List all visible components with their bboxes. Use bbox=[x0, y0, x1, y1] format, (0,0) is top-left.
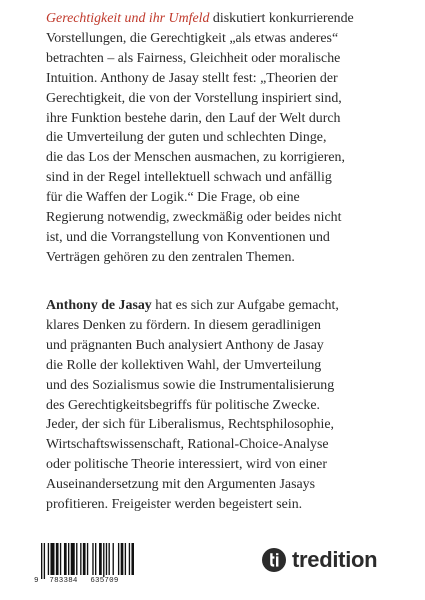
blurb-line: Wirtschaftswissenschaft, Rational-Choice-Analyse bbox=[46, 437, 329, 453]
barcode-bars bbox=[34, 543, 134, 579]
blurb-line: profitieren. Freigeister werden begeistert sein. bbox=[46, 497, 303, 513]
barcode-bar bbox=[80, 543, 81, 575]
blurb-line: Verträgen gehören zu den zentralen Themen. bbox=[46, 249, 295, 265]
barcode-digits-right: 635709 bbox=[90, 577, 119, 585]
barcode-bar bbox=[92, 543, 93, 575]
barcode-bar bbox=[44, 543, 45, 579]
barcode-bar bbox=[60, 543, 61, 575]
barcode-bar bbox=[131, 543, 134, 575]
barcode-bar bbox=[64, 543, 67, 575]
blurb-line bbox=[46, 296, 389, 316]
barcode-digit-lead: 9 bbox=[34, 577, 39, 585]
blurb-text: diskutiert konkurrierende bbox=[209, 11, 354, 26]
book-title: Gerechtigkeit und ihr Umfeld bbox=[46, 11, 210, 26]
tredition-logo-icon bbox=[262, 548, 286, 572]
blurb-line: die Umverteilung der guten und schlechten Dinge, bbox=[46, 130, 327, 146]
barcode-bar bbox=[87, 543, 88, 575]
blurb-line: für die Waffen der Logik.“ Die Frage, ob eine bbox=[46, 190, 300, 206]
blurb-line bbox=[46, 9, 389, 29]
blurb-line: die Rolle der kollektiven Wahl, der Umverteilung bbox=[46, 357, 322, 373]
barcode-bar bbox=[121, 543, 124, 575]
blurb-line: und des Sozialismus sowie die Instrumentalisierung bbox=[46, 377, 335, 393]
blurb-line: sind in der Regel intellektuell schwach und anfällig bbox=[46, 170, 332, 186]
blurb-line: Jeder, der sich für Liberalismus, Rechtsphilosophie, bbox=[46, 417, 334, 433]
barcode-bar bbox=[129, 543, 130, 575]
blurb-line: Intuition. Anthony de Jasay stellt fest: „Theorien der bbox=[46, 70, 338, 86]
blurb-line: klares Denken zu fördern. In diesem geradlinigen bbox=[46, 317, 322, 333]
barcode-bar bbox=[71, 543, 75, 575]
publisher-name: tredition bbox=[292, 547, 378, 572]
barcode-bar bbox=[106, 543, 107, 575]
barcode-bar bbox=[99, 543, 102, 575]
barcode-bar bbox=[48, 543, 49, 575]
blurb-line: betrachten – als Fairness, Gleichheit oder moralische bbox=[46, 50, 341, 66]
barcode-bar bbox=[56, 543, 59, 575]
barcode-bar bbox=[50, 543, 54, 575]
publisher-logo bbox=[262, 545, 377, 575]
blurb-line: ist, und die Vorrangstellung von Konventionen und bbox=[46, 229, 330, 245]
barcode-bar bbox=[113, 543, 114, 575]
blurb-line: Vorstellungen, die Gerechtigkeit „als etwas anderes“ bbox=[46, 30, 339, 46]
blurb-paragraph-1 bbox=[46, 9, 389, 268]
blurb-line: Gerechtigkeit, die von der Vorstellung inspiriert sind, bbox=[46, 90, 342, 106]
barcode-bar bbox=[76, 543, 77, 575]
barcode-bar bbox=[125, 543, 126, 575]
barcode-bar bbox=[68, 543, 69, 575]
barcode-bar bbox=[103, 543, 104, 579]
blurb-line: des Gerechtigkeitsbegriffs für politische Zwecke. bbox=[46, 397, 320, 413]
isbn-barcode bbox=[34, 543, 134, 587]
blurb-paragraph-2 bbox=[46, 296, 389, 515]
barcode-digits bbox=[34, 577, 134, 585]
blurb-line: und prägnanten Buch analysiert Anthony de Jasay bbox=[46, 337, 324, 353]
blurb-line: Auseinandersetzung mit den Argumenten Jasays bbox=[46, 477, 316, 493]
blurb-line: ihre Funktion bestehe darin, den Lauf der Welt durch bbox=[46, 110, 341, 126]
barcode-bar bbox=[41, 543, 42, 579]
author-name: Anthony de Jasay bbox=[46, 298, 152, 313]
barcode-bar bbox=[95, 543, 96, 575]
barcode-bar bbox=[118, 543, 119, 575]
blurb-line: die das Los der Menschen ausmachen, zu korrigieren, bbox=[46, 150, 345, 166]
blurb-line: Regierung notwendig, zweckmäßig oder beides nicht bbox=[46, 210, 342, 226]
blurb-line: oder politische Theorie interessiert, wird von einer bbox=[46, 457, 327, 473]
barcode-bar bbox=[109, 543, 110, 575]
blurb-text: hat es sich zur Aufgabe gemacht, bbox=[151, 298, 339, 313]
barcode-digits-left: 783384 bbox=[49, 577, 78, 585]
barcode-bar bbox=[83, 543, 86, 575]
